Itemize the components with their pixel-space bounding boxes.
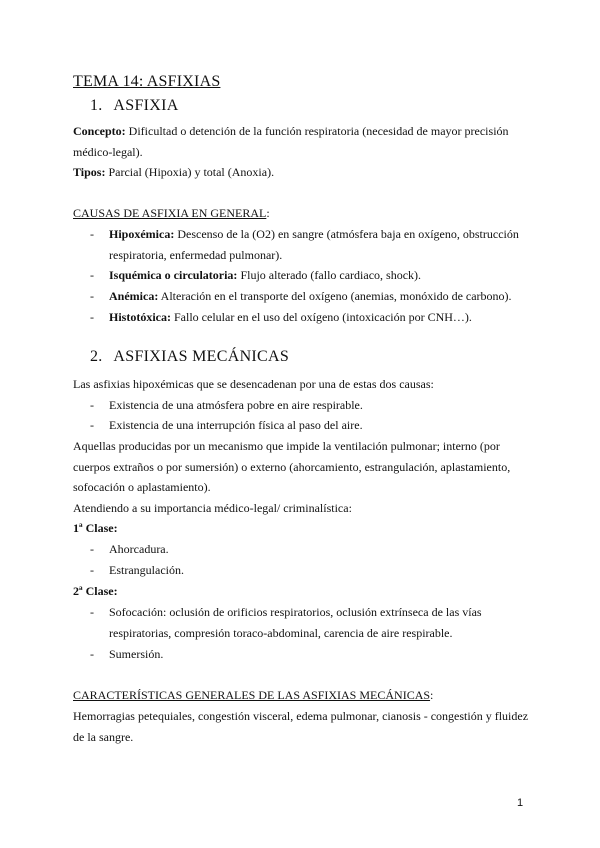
causa-text: Descenso de la (O2) en sangre (atmósfera baja en oxígeno, obstrucción respiratoria, enfermedad pulmonar). xyxy=(109,227,519,262)
caracteristicas-paragraph: Hemorragias petequiales, congestión visceral, edema pulmonar, cianosis - congestión y fluidez de la sangre. xyxy=(73,709,529,744)
page-number: 1 xyxy=(517,797,524,809)
class-2-item: Sofocación: oclusión de orificios respiratorios, oclusión extrínseca de las vías respiratorias, compresión toraco-abdominal, carencia de aire respirable. xyxy=(109,605,482,640)
tipos-text: Parcial (Hipoxia) y total (Anoxia). xyxy=(105,165,275,179)
section-1-number: 1. xyxy=(90,97,103,114)
class-1-label-text: 1ª Clase: xyxy=(73,521,118,535)
list-item: - Isquémica o circulatoria: Flujo alterado (fallo cardiaco, shock). xyxy=(90,268,422,282)
class-1-item: Ahorcadura. xyxy=(109,542,169,556)
class-2-label xyxy=(73,581,533,602)
list-item: - Estrangulación. xyxy=(90,560,530,581)
concepto-paragraph xyxy=(73,121,533,162)
tipos-label: Tipos: xyxy=(73,165,106,179)
concepto-text: Dificultad o detención de la función respiratoria (necesidad de mayor precisión médico-legal). xyxy=(73,124,509,159)
caracteristicas-heading-text: CARACTERÍSTICAS GENERALES DE LAS ASFIXIAS MECÁNICAS xyxy=(73,688,431,702)
section-2-heading xyxy=(90,348,289,366)
page-title: TEMA 14: ASFIXIAS xyxy=(73,73,221,90)
causa-label: Isquémica o circulatoria: xyxy=(109,268,238,282)
class-1-label xyxy=(73,518,533,539)
tipos-paragraph xyxy=(73,162,533,183)
section-2-title: ASFIXIAS MECÁNICAS xyxy=(113,348,290,365)
concepto-label: Concepto: xyxy=(73,124,126,138)
causas-heading xyxy=(73,203,533,224)
list-item: - Sumersión. xyxy=(90,644,530,665)
section-1-heading xyxy=(90,97,179,115)
caracteristicas-heading-colon: : xyxy=(430,688,434,702)
caracteristicas-heading xyxy=(73,685,533,706)
list-item: - Hipoxémica: Descenso de la (O2) en sangre (atmósfera baja en oxígeno, obstrucción respiratoria, enfermedad pulmonar). xyxy=(90,227,519,262)
causas-heading-text: CAUSAS DE ASFIXIA EN GENERAL xyxy=(73,206,267,220)
cause-text: Existencia de una atmósfera pobre en aire respirable. xyxy=(109,398,363,412)
causa-text: Alteración en el transporte del oxígeno (anemias, monóxido de carbono). xyxy=(158,289,512,303)
causas-heading-colon: : xyxy=(266,206,270,220)
class-1-item: Estrangulación. xyxy=(109,563,184,577)
section-2-intro: Las asfixias hipoxémicas que se desencadenan por una de estas dos causas: xyxy=(73,377,434,391)
list-item: - Existencia de una interrupción física al paso del aire. xyxy=(90,415,530,436)
causa-label: Hipoxémica: xyxy=(109,227,175,241)
causa-label: Anémica: xyxy=(109,289,159,303)
cause-text: Existencia de una interrupción física al paso del aire. xyxy=(109,418,363,432)
list-item: - Anémica: Alteración en el transporte del oxígeno (anemias, monóxido de carbono). xyxy=(90,289,512,303)
causa-text: Fallo celular en el uso del oxígeno (intoxicación por CNH…). xyxy=(171,310,472,324)
causa-label: Histotóxica: xyxy=(109,310,171,324)
class-2-item: Sumersión. xyxy=(109,647,164,661)
class-2-label-text: 2ª Clase: xyxy=(73,584,118,598)
section-2-number: 2. xyxy=(90,348,103,365)
mechanism-paragraph: Aquellas producidas por un mecanismo que impide la ventilación pulmonar; interno (por cuerpos extraños o por sumersión) o externo (ahorcamiento, estrangulación, aplastamiento, sofocación o aplastamiento). xyxy=(73,439,511,494)
list-item: - Sofocación: oclusión de orificios respiratorios, oclusión extrínseca de las vías respiratorias, compresión toraco-abdominal, carencia de aire respirable. xyxy=(90,602,530,643)
importance-paragraph: Atendiendo a su importancia médico-legal/ criminalística: xyxy=(73,501,352,515)
section-1-title: ASFIXIA xyxy=(113,97,179,114)
list-item: - Existencia de una atmósfera pobre en aire respirable. xyxy=(90,395,530,416)
list-item: - Ahorcadura. xyxy=(90,539,530,560)
causa-text: Flujo alterado (fallo cardiaco, shock). xyxy=(237,268,422,282)
list-item: - Histotóxica: Fallo celular en el uso del oxígeno (intoxicación por CNH…). xyxy=(90,310,472,324)
